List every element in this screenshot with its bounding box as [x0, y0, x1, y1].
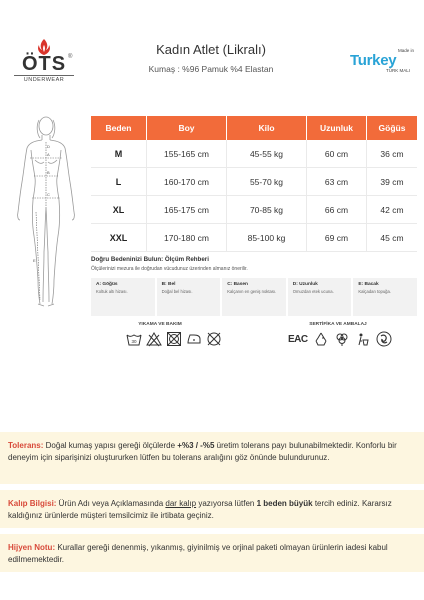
fit-text-2: yazıyorsa lütfen	[196, 499, 257, 508]
guide-item-chest	[91, 278, 155, 316]
tolerance-range: +%3 / -%5	[177, 441, 215, 450]
green-dot-icon	[376, 331, 392, 347]
fit-text-3: tercih ediniz. Kararsız kaldığınız ürünlerde müşteri temsilcimiz ile irtibata geçiniz.	[8, 499, 392, 521]
fit-label: Kalıp Bilgisi:	[8, 499, 57, 508]
length-cell: 66 cm	[307, 196, 367, 224]
svg-text:B: B	[47, 170, 50, 175]
brand-tagline: UNDERWEAR	[14, 75, 74, 83]
guide-item-title: C: Basen	[227, 282, 248, 287]
guide-item-title: E: Bacak	[358, 282, 379, 287]
length-cell: 69 cm	[307, 224, 367, 252]
product-fabric: Kumaş : %96 Pamuk %4 Elastan	[148, 64, 274, 74]
weight-cell: 55-70 kg	[227, 168, 307, 196]
disposal-icon	[355, 331, 371, 347]
size-cell: XXL	[91, 224, 147, 252]
header-uzunluk: Uzunluk	[307, 116, 367, 140]
header-kilo: Kilo	[227, 116, 307, 140]
cotton-icon	[334, 331, 350, 347]
guide-item-length	[288, 278, 352, 316]
svg-text:E: E	[33, 258, 36, 263]
brand-name: ÖTS	[21, 53, 67, 75]
tolerance-label: Tolerans:	[8, 441, 44, 450]
guide-item-waist	[157, 278, 221, 316]
header-gogus: Göğüs	[367, 116, 417, 140]
svg-text:D: D	[47, 144, 50, 149]
weight-cell: 85-100 kg	[227, 224, 307, 252]
country-label: Turkey	[350, 52, 397, 69]
tolerance-note	[0, 432, 424, 484]
guide-item-text: Omuzdan etek ucuna.	[292, 289, 334, 294]
no-dry-clean-icon	[206, 331, 222, 347]
header-boy: Boy	[147, 116, 227, 140]
height-cell: 155-165 cm	[147, 140, 227, 168]
height-cell: 170-180 cm	[147, 224, 227, 252]
registered-mark: ®	[68, 54, 73, 60]
tolerance-text-1: Doğal kumaş yapısı gereği ölçülerde	[43, 441, 178, 450]
guide-item-text: Kalçanın en geniş noktası.	[227, 289, 277, 294]
guide-item-title: D: Uzunluk	[292, 282, 318, 287]
fit-note	[0, 490, 424, 528]
guide-item-title: B: Bel	[161, 282, 176, 287]
guide-subtitle: Ölçülerinizi mezura ile doğrudan vücudunuz üzerinden almanız önerilir.	[91, 266, 248, 272]
recycle-icon	[313, 331, 329, 347]
fit-text-1: Ürün Adı veya Açıklamasında	[56, 499, 166, 508]
product-title: Kadın Atlet (Likralı)	[156, 42, 266, 57]
care-title: YIKAMA VE BAKIM	[138, 322, 182, 327]
local-label: TÜRK MALI	[385, 68, 410, 73]
table-row	[91, 196, 417, 224]
header-beden: Beden	[91, 116, 147, 140]
svg-text:C: C	[47, 192, 50, 197]
hygiene-note	[0, 534, 424, 572]
table-row	[91, 224, 417, 252]
no-bleach-icon	[146, 331, 162, 347]
guide-item-hip	[222, 278, 286, 316]
wash-30-icon	[126, 331, 142, 347]
size-table-header-row	[91, 116, 417, 140]
svg-text:A: A	[47, 152, 50, 157]
svg-text:30: 30	[131, 339, 137, 344]
length-cell: 63 cm	[307, 168, 367, 196]
size-table	[91, 116, 417, 252]
tolerance-text-2: üretim tolerans payı bulunabilmektedir. Konforlu bir deneyim için siparişinizi oluştururken lütfen bu tolerans aralığını göz önünde bulundurunuz.	[8, 441, 397, 463]
iron-low-icon	[186, 331, 202, 347]
height-cell: 160-170 cm	[147, 168, 227, 196]
chest-cell: 36 cm	[367, 140, 417, 168]
size-cell: M	[91, 140, 147, 168]
hygiene-label: Hijyen Notu:	[8, 543, 56, 552]
length-cell: 60 cm	[307, 140, 367, 168]
guide-item-text: Doğal bel hizası.	[161, 289, 193, 294]
height-cell: 165-175 cm	[147, 196, 227, 224]
chest-cell: 39 cm	[367, 168, 417, 196]
guide-item-leg	[353, 278, 417, 316]
fit-bold: 1 beden büyük	[256, 499, 313, 508]
care-icons	[126, 331, 226, 347]
no-tumble-dry-icon	[166, 331, 182, 347]
table-row	[91, 140, 417, 168]
eac-mark: EAC	[288, 333, 308, 345]
hygiene-text: Kurallar gereği denenmiş, yıkanmış, giyinilmiş ve orjinal paketi olmayan ürünlerin iadesi kabul edilmemektedir.	[8, 543, 388, 565]
certification-icons	[288, 330, 398, 348]
guide-item-text: Koltuk altı hizası.	[96, 289, 128, 294]
weight-cell: 70-85 kg	[227, 196, 307, 224]
page-header	[0, 0, 424, 96]
brand-logo	[14, 38, 74, 82]
guide-item-text: Kalçadan topuğa.	[358, 289, 391, 294]
chest-cell: 42 cm	[367, 196, 417, 224]
table-row	[91, 168, 417, 196]
certification-title: SERTİFİKA VE AMBALAJ	[309, 322, 367, 327]
made-in-label: Made in	[397, 48, 414, 53]
size-cell: XL	[91, 196, 147, 224]
made-in-turkey-badge	[348, 48, 414, 76]
guide-title: Doğru Bedeninizi Bulun: Ölçüm Rehberi	[91, 256, 209, 263]
weight-cell: 45-55 kg	[227, 140, 307, 168]
chest-cell: 45 cm	[367, 224, 417, 252]
fit-underline: dar kalıp	[165, 499, 197, 508]
size-cell: L	[91, 168, 147, 196]
guide-row	[91, 278, 417, 316]
guide-item-title: A: Göğüs	[96, 282, 118, 287]
body-measurement-figure	[6, 112, 86, 312]
